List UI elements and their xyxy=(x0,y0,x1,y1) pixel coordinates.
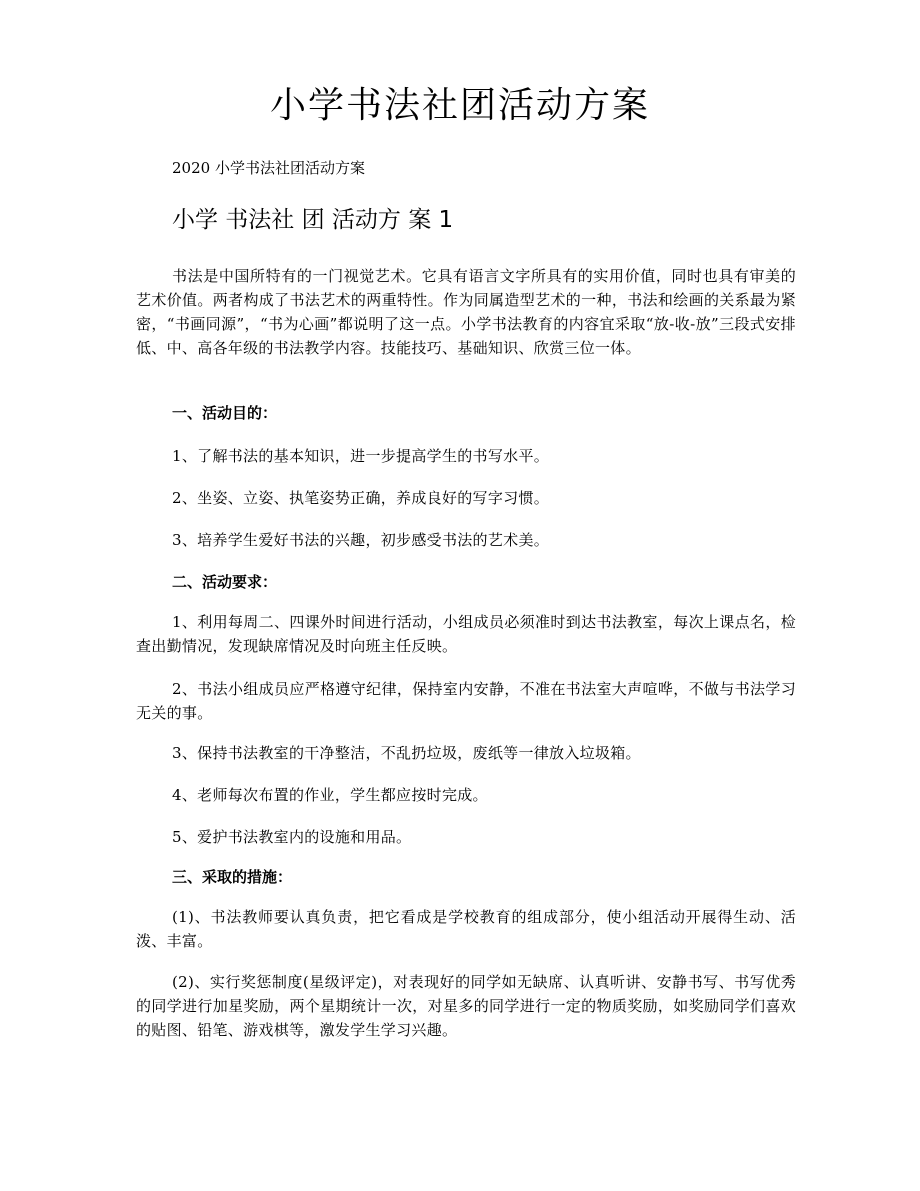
requirement-item-2: 2、书法小组成员应严格遵守纪律，保持室内安静，不准在书法室大声喧哗，不做与书法学习无关的事。 xyxy=(136,680,796,722)
section-title-purpose: 一、活动目的： xyxy=(172,404,278,422)
document-title: 小学书法社团活动方案 xyxy=(269,85,650,126)
section-title-requirements: 二、活动要求： xyxy=(172,573,278,591)
intro-paragraph: 书法是中国所特有的一门视觉艺术。它具有语言文字所具有的实用价值，同时也具有审美的艺术价值。两者构成了书法艺术的两重特性。作为同属造型艺术的一种，书法和绘画的关系最为紧密，“书画同源”，“书为心画”都说明了这一点。小学书法教育的内容宜采取“放-收-放”三段式安排低、中、高各年级的书法教学内容。技能技巧、基础知识、欣赏三位一体。 xyxy=(136,267,796,357)
measure-item-2: (2)、实行奖惩制度(星级评定)，对表现好的同学如无缺席、认真听讲、安静书写、书写优秀的同学进行加星奖励，两个星期统计一次，对星多的同学进行一定的物质奖励，如奖励同学们喜欢的贴图、铅笔、游戏棋等，激发学生学习兴趣。 xyxy=(136,973,796,1039)
requirement-item-4: 4、老师每次布置的作业，学生都应按时完成。 xyxy=(172,786,488,804)
plan-heading: 小学 书法社 团 活动方 案 1 xyxy=(172,207,454,233)
requirement-item-3: 3、保持书法教室的干净整洁，不乱扔垃圾，废纸等一律放入垃圾箱。 xyxy=(172,744,641,762)
document-subtitle: 2020 小学书法社团活动方案 xyxy=(172,159,365,177)
requirement-item-5: 5、爱护书法教室内的设施和用品。 xyxy=(172,828,412,846)
purpose-item-3: 3、培养学生爱好书法的兴趣，初步感受书法的艺术美。 xyxy=(172,531,550,549)
purpose-item-1: 1、了解书法的基本知识，进一步提高学生的书写水平。 xyxy=(172,447,550,465)
purpose-item-2: 2、坐姿、立姿、执笔姿势正确，养成良好的写字习惯。 xyxy=(172,489,550,507)
requirement-item-1: 1、利用每周二、四课外时间进行活动，小组成员必须准时到达书法教室，每次上课点名，检查出勤情况，发现缺席情况及时向班主任反映。 xyxy=(136,613,796,655)
section-title-measures: 三、采取的措施： xyxy=(172,868,293,886)
measure-item-1: (1)、书法教师要认真负责，把它看成是学校教育的组成部分，使小组活动开展得生动、活泼、丰富。 xyxy=(136,908,796,950)
